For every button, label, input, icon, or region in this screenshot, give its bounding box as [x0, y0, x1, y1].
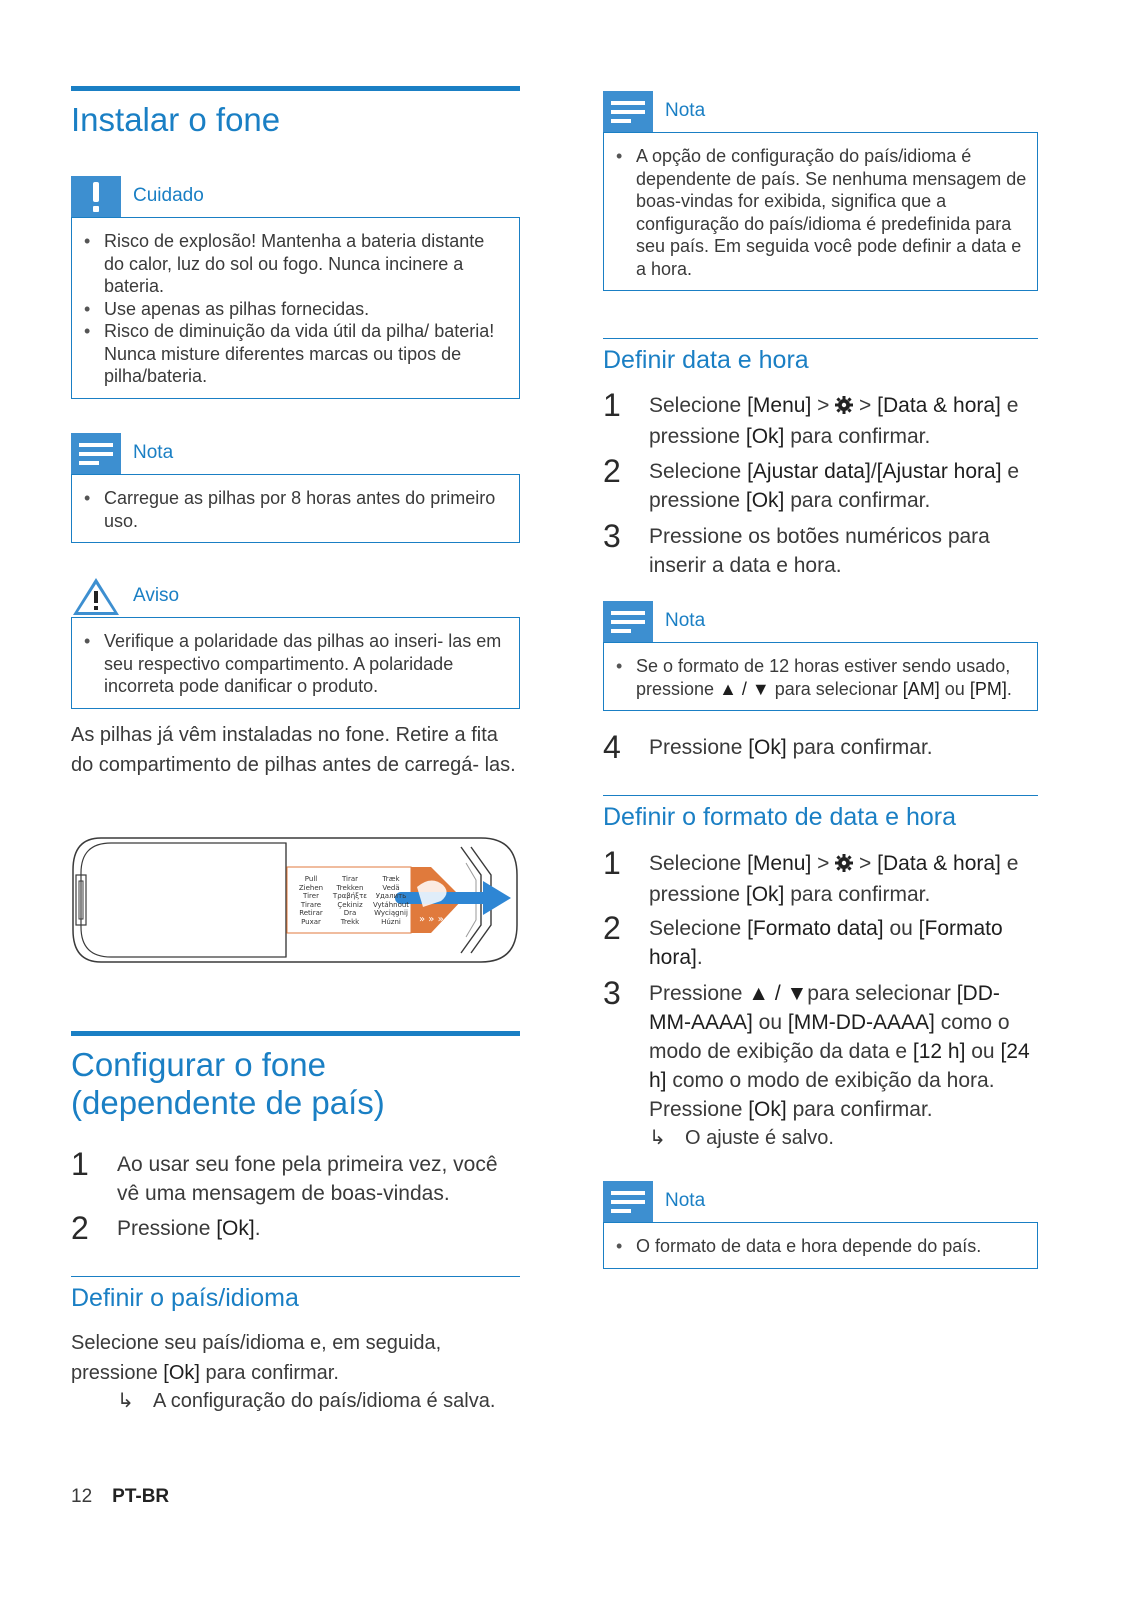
section-title: Instalar o fone [71, 101, 281, 138]
country-result: ↳ A configuração do país/idioma é salva. [117, 1387, 495, 1415]
section-format [603, 795, 1038, 832]
section-configure [71, 1031, 520, 1122]
callout-label: Aviso [133, 585, 180, 606]
format-step-3: 3 Pressione ▲ / ▼para selecionar [DD-MM-AAAA] ou [MM-DD-AAAA] como o modo de exibição da data e [12 h] ou [24 h] como o modo de exibição da hora. Pressione [Ok] para confirmar. [603, 975, 1030, 1121]
datetime-step-1: 1 Selecione [Menu] > > [Data & hora] e pressione [Ok] para confirmar. [603, 387, 1019, 448]
caution-list [84, 230, 509, 388]
note-lines-icon [603, 91, 653, 132]
list-item: • Use apenas as pilhas fornecidas. [104, 298, 509, 321]
caution-callout [71, 176, 520, 399]
list-item: • Carregue as pilhas por 8 horas antes do primeiro uso. [104, 487, 509, 532]
format-step-1: 1 Selecione [Menu] > > [Data & hora] e pressione [Ok] para confirmar. [603, 845, 1019, 906]
page-footer [71, 1486, 169, 1508]
section-datetime [603, 338, 1038, 375]
note-lines-icon [603, 1181, 653, 1222]
page-number: 12 [71, 1486, 93, 1507]
note-list [84, 487, 509, 532]
note-callout-format [603, 1181, 1038, 1269]
section-country [71, 1276, 520, 1313]
note-callout-country [603, 91, 1038, 291]
datetime-step-2: 2 Selecione [Ajustar data]/[Ajustar hora] e pressione [Ok] para confirmar. [603, 453, 1020, 512]
list-item: • Risco de diminuição da vida útil da pilha/ bateria! Nunca misture diferentes marcas ou tipos de pilha/bateria. [104, 320, 509, 388]
datetime-step-3: 3 Pressione os botões numéricos para inserir a data e hora. [603, 518, 990, 577]
list-item: • Se o formato de 12 horas estiver sendo usado, pressione ▲ / ▼ para selecionar [AM] ou [PM]. [636, 655, 1027, 700]
section-title: Definir o formato de data e hora [603, 803, 956, 831]
datetime-step-4: 4 Pressione [Ok] para confirmar. [603, 729, 933, 765]
section-install [71, 86, 520, 139]
warning-callout [71, 576, 520, 709]
svg-text:» » »: » » » [419, 914, 444, 925]
format-step-2: 2 Selecione [Formato data] ou [Formato hora]. [603, 910, 1003, 969]
note-callout-12h [603, 601, 1038, 711]
install-paragraph: As pilhas já vêm instaladas no fone. Retire a fita do compartimento de pilhas antes de carregá- las. [71, 724, 516, 776]
note-list [616, 655, 1027, 700]
configure-step-2: 2 Pressione [Ok]. [71, 1210, 261, 1246]
note-list [616, 1235, 1027, 1258]
gear-icon [835, 393, 853, 422]
note-lines-icon [603, 601, 653, 642]
exclamation-icon [71, 176, 121, 217]
callout-label: Cuidado [133, 185, 204, 206]
format-result: ↳ O ajuste é salvo. [649, 1124, 834, 1152]
result-arrow-icon: ↳ [649, 1127, 666, 1149]
note-callout [71, 433, 520, 543]
note-list [616, 145, 1027, 280]
list-item: • A opção de configuração do país/idioma é dependente de país. Se nenhuma mensagem de boas-vindas for exibida, significa que a configuração do país/idioma é predefinida para seu país. Em seguida você pode definir a data e a hora. [636, 145, 1027, 280]
list-item: • O formato de data e hora depende do país. [636, 1235, 1027, 1258]
result-arrow-icon: ↳ [117, 1390, 134, 1412]
battery-compartment-illustration [71, 835, 520, 970]
section-title: Definir o país/idioma [71, 1284, 299, 1312]
callout-label: Nota [133, 442, 174, 463]
callout-label: Nota [665, 100, 706, 121]
pull-tab-text: Pull Ziehen Tirer Tirare Retirar Puxar Tirar Trekken Τραβήξτε Çekiniz Dra Trekk Træk Vedä Удалить Vytáhnout Wyciągnij Húzni [298, 875, 410, 926]
language-code: PT-BR [112, 1486, 170, 1507]
section-title: Configurar o fone (dependente de país) [71, 1046, 385, 1121]
callout-label: Nota [665, 1190, 706, 1211]
list-item: • Verifique a polaridade das pilhas ao inseri- las em seu respectivo compartimento. A polaridade incorreta pode danificar o produto. [104, 630, 509, 698]
configure-step-1: 1 Ao usar seu fone pela primeira vez, você vê uma mensagem de boas-vindas. [71, 1146, 498, 1205]
warning-triangle-icon [71, 576, 121, 617]
list-item: • Risco de explosão! Mantenha a bateria distante do calor, luz do sol ou fogo. Nunca incinere a bateria. [104, 230, 509, 298]
section-title: Definir data e hora [603, 346, 809, 374]
country-paragraph: Selecione seu país/idioma e, em seguida, pressione [Ok] para confirmar. [71, 1332, 442, 1384]
gear-icon [835, 851, 853, 880]
callout-label: Nota [665, 610, 706, 631]
note-lines-icon [71, 433, 121, 474]
warning-list [84, 630, 509, 698]
